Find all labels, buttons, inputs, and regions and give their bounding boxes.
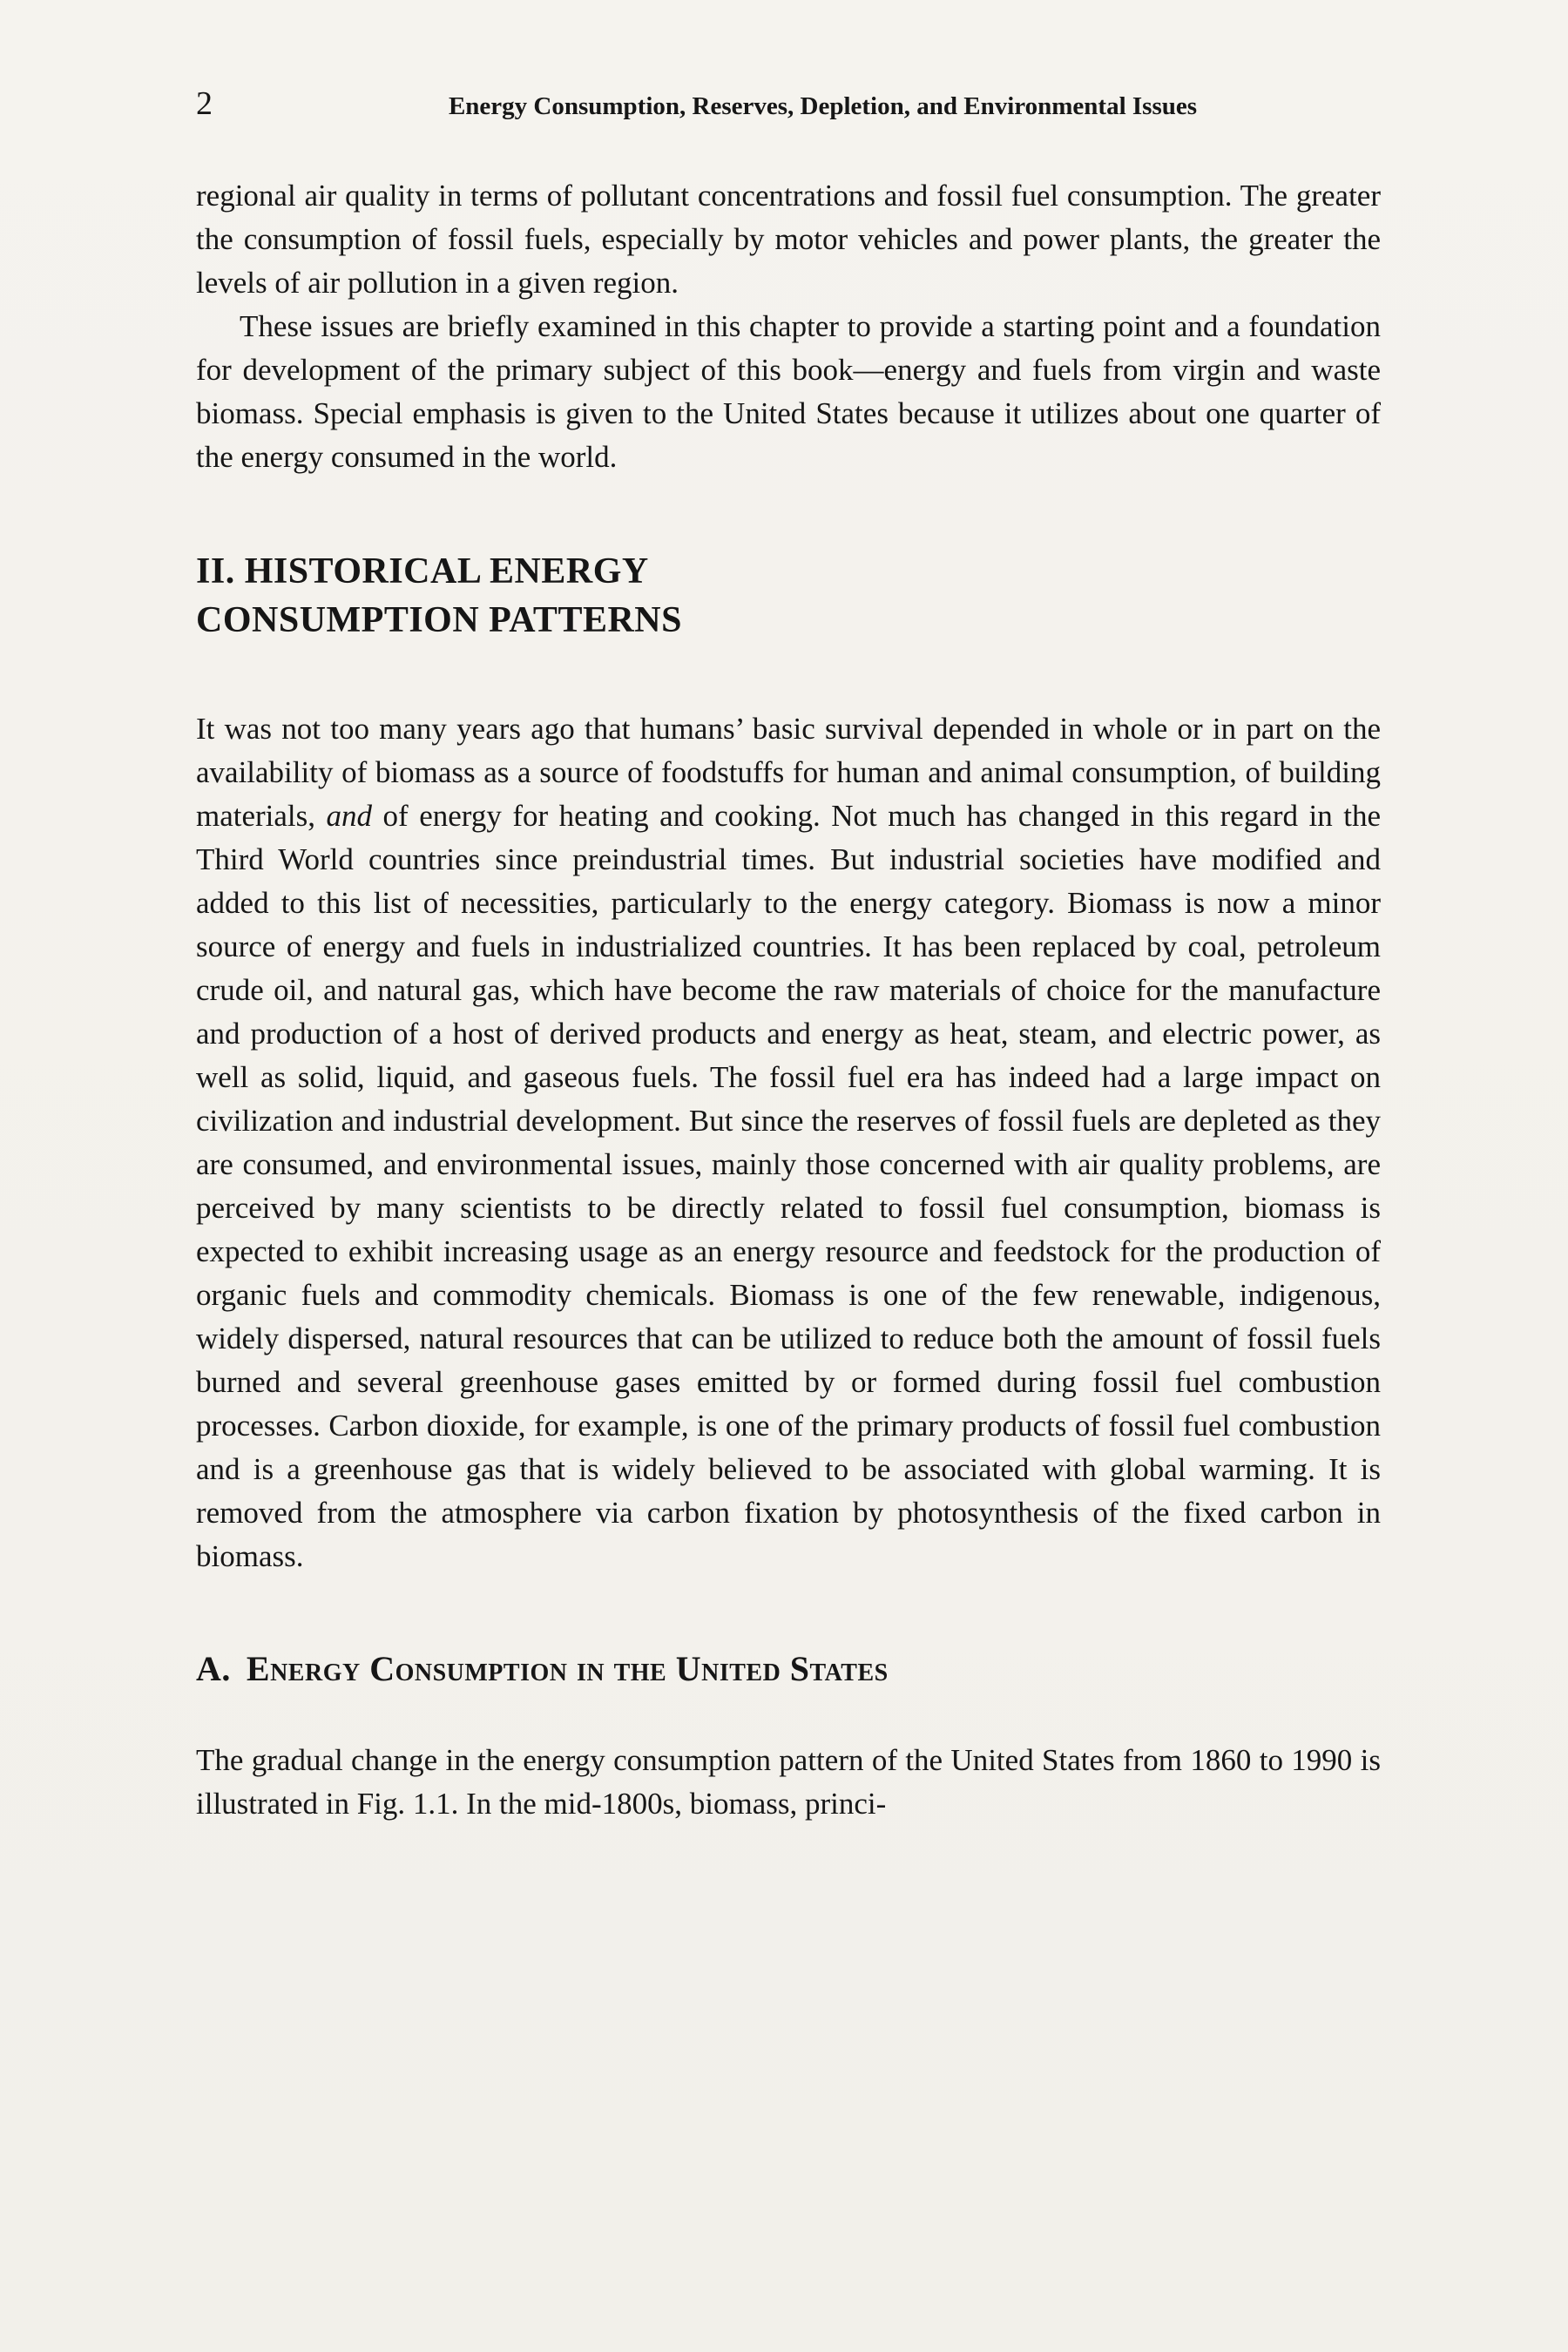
paragraph-historical-seg2: of energy for heating and cooking. Not much has changed in this regard in the Third World countries since preindustrial times. But industrial societies have modified and added to this list of necessities, particularly to the energy category. Biomass is now a minor source of energy and fuels in industrialized countries. It has been replaced by coal, petroleum crude oil, and natural gas, which have become the raw materials of choice for the manufacture and production of a host of derived products and energy as heat, steam, and electric power, as well as solid, liquid, and gaseous fuels. The fossil fuel era has indeed had a large impact on civilization and industrial development. But since the reserves of fossil fuels are depleted as they are consumed, and environmental issues, mainly those concerned with air quality problems, are perceived by many scientists to be directly related to fossil fuel consumption, biomass is expected to exhibit increasing usage as an energy resource and feedstock for the production of organic fuels and commodity chemicals. Biomass is one of the few renewable, indigenous, widely dispersed, natural resources that can be utilized to reduce both the amount of fossil fuels burned and several greenhouse gases emitted by or formed during fossil fuel combustion processes. Carbon dioxide, for example, is one of the primary products of fossil fuel combustion and is a greenhouse gas that is widely believed to be associated with global warming. It is removed from the atmosphere via carbon fixation by photosynthesis of the fixed carbon in biomass.: [196, 799, 1382, 1573]
section-heading: [196, 547, 1381, 645]
italic-word-and: and: [326, 799, 373, 833]
subsection-heading: [196, 1648, 1381, 1690]
page-header: [196, 87, 1381, 120]
paragraph-continuation: regional air quality in terms of pollutant concentrations and fossil fuel consumption. The greater the consumption of fossil fuels, especially by motor vehicles and power plants, the greater the levels of air pollution in a given region.: [196, 179, 1381, 300]
subsection-letter: A.: [196, 1649, 231, 1688]
paragraph-historical: [196, 707, 1381, 1578]
section-heading-line1: II. HISTORICAL ENERGY: [196, 551, 649, 591]
running-header: Energy Consumption, Reserves, Depletion, and Environmental Issues: [448, 92, 1198, 120]
paragraph-historical-seg1: It was not too many years ago that humans’ basic survival depended in whole or in part on the availability of biomass as a source of foodstuffs for human and animal consumption, of building materials,: [196, 712, 1381, 833]
section-heading-line2: CONSUMPTION PATTERNS: [196, 600, 682, 640]
paragraph-gradual-change: The gradual change in the energy consumption pattern of the United States from 1860 to 1990 is illustrated in Fig. 1.1. In the mid-1800s, biomass, princi-: [196, 1743, 1381, 1821]
subsection-title: Energy Consumption in the United States: [246, 1649, 889, 1688]
paragraph-these-issues: These issues are briefly examined in this chapter to provide a starting point and a foundation for development of the primary subject of this book—energy and fuels from virgin and waste biomass. Special emphasis is given to the United States because it utilizes about one quarter of the energy consumed in the world.: [196, 309, 1381, 474]
text-block: [196, 174, 1381, 1826]
page-number: 2: [196, 85, 213, 122]
